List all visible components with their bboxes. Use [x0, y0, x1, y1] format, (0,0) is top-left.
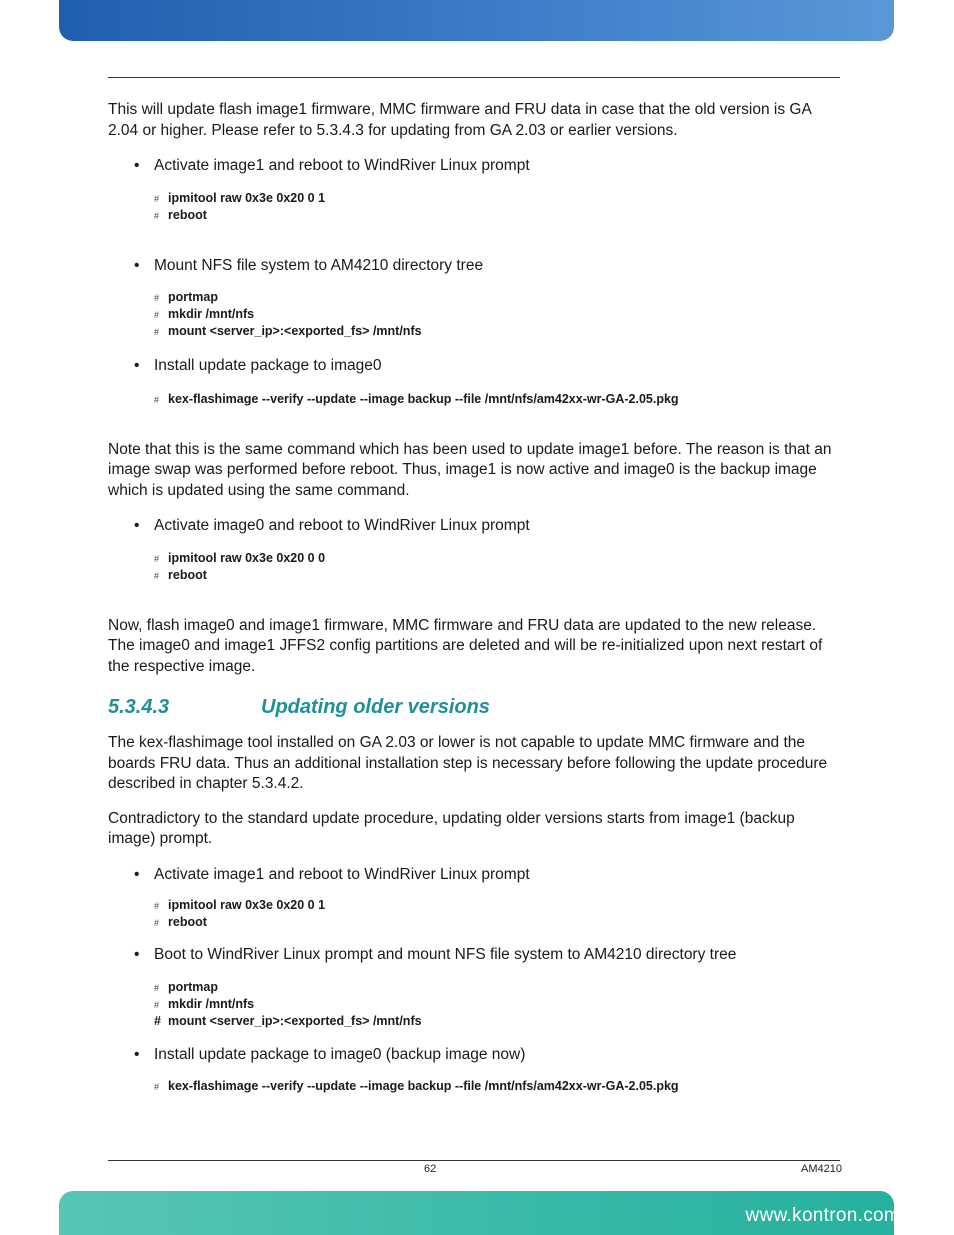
bullet-icon: •: [134, 517, 140, 534]
code-line: # mkdir /mnt/nfs: [154, 996, 255, 1011]
bullet-icon: •: [134, 946, 140, 963]
bullet-icon: •: [134, 1045, 140, 1063]
prompt-symbol: #: [154, 982, 160, 993]
code-line: # mount <server_ip>:<exported_fs> /mnt/nfs: [154, 324, 422, 338]
intro-paragraph: This will update flash image1 firmware, MMC firmware and FRU data in case that the old version is GA 2.04 or higher. Please refer to 5.3.4.3 for updating from GA 2.03 or earlier versions.: [108, 101, 811, 139]
bullet-item: [108, 945, 840, 966]
code-block: [108, 550, 840, 584]
bullet-text: Install update package to image0: [154, 357, 382, 374]
document-body: [108, 100, 840, 1095]
bullet-item: [108, 516, 840, 537]
code-line: # ipmitool raw 0x3e 0x20 0 0: [154, 550, 326, 565]
prompt-symbol: #: [154, 1082, 160, 1092]
section-heading: [108, 695, 840, 719]
bullet-text: Activate image1 and reboot to WindRiver Linux prompt: [154, 865, 530, 883]
code-block: [108, 897, 840, 931]
code-line: # kex-flashimage --verify --update --image backup --file /mnt/nfs/am42xx-wr-GA-2.05.pkg: [154, 1079, 679, 1093]
code-line: # portmap: [154, 290, 218, 304]
bullet-text: Activate image1 and reboot to WindRiver Linux prompt: [154, 157, 530, 174]
section-paragraph: Contradictory to the standard update procedure, updating older versions starts from image1 (backup image) prompt.: [108, 809, 795, 847]
section-title: Updating older versions: [261, 696, 490, 718]
bullet-item: [108, 256, 840, 277]
result-paragraph: Now, flash image0 and image1 firmware, MMC firmware and FRU data are updated to the new release. The image0 and image1 JFFS2 config partitions are deleted and will be re-initialized upon next restart of the respective image.: [108, 616, 823, 675]
code-block: [108, 1078, 840, 1095]
code-line: # reboot: [154, 207, 207, 222]
prompt-symbol: #: [154, 918, 160, 928]
note-paragraph: Note that this is the same command which has been used to update image1 before. The reason is that an image swap was performed before reboot. Thus, image1 is now active and image0 is the backup image which is updated using the same command.: [108, 440, 832, 499]
code-line: # kex-flashimage --verify --update --image backup --file /mnt/nfs/am42xx-wr-GA-2.05.pkg: [154, 391, 679, 406]
prompt-symbol: #: [154, 1013, 161, 1028]
prompt-symbol: #: [154, 394, 160, 405]
bullet-item: [108, 156, 840, 177]
website-link[interactable]: www.kontron.com: [745, 1205, 900, 1226]
code-line: # reboot: [154, 567, 207, 582]
bullet-text: Mount NFS file system to AM4210 directory tree: [154, 256, 484, 274]
section-paragraph: The kex-flashimage tool installed on GA 2.03 or lower is not capable to update MMC firmware and the boards FRU data. Thus an additional installation step is necessary before following the update procedure described in chapter 5.3.4.2.: [108, 734, 828, 792]
code-block: [108, 979, 840, 1029]
header-rule: [108, 77, 840, 78]
code-block: [108, 391, 840, 408]
footer-rule: [108, 1160, 840, 1161]
bullet-item: [108, 865, 840, 886]
bullet-icon: •: [134, 256, 140, 274]
product-name: AM4210: [801, 1163, 842, 1175]
code-line: # ipmitool raw 0x3e 0x20 0 1: [154, 898, 326, 912]
prompt-symbol: #: [154, 310, 160, 320]
prompt-symbol: #: [154, 901, 160, 911]
section-number: 5.3.4.3: [108, 696, 170, 718]
code-line: # portmap: [154, 979, 218, 994]
bullet-icon: •: [134, 865, 140, 883]
bullet-text: Install update package to image0 (backup image now): [154, 1045, 526, 1063]
code-block: [108, 289, 840, 340]
code-line: # reboot: [154, 915, 207, 929]
code-line: # mount <server_ip>:<exported_fs> /mnt/nfs: [154, 1013, 422, 1028]
bullet-item: [108, 356, 840, 377]
header-band: [59, 0, 894, 41]
code-block: [108, 190, 840, 224]
prompt-symbol: #: [154, 293, 160, 303]
bullet-text: Activate image0 and reboot to WindRiver Linux prompt: [154, 517, 530, 534]
prompt-symbol: #: [154, 210, 160, 221]
bullet-item: [108, 1045, 840, 1066]
code-line: # mkdir /mnt/nfs: [154, 307, 255, 321]
prompt-symbol: #: [154, 553, 160, 564]
prompt-symbol: #: [154, 327, 160, 337]
code-line: # ipmitool raw 0x3e 0x20 0 1: [154, 190, 326, 205]
prompt-symbol: #: [154, 999, 160, 1010]
bullet-text: Boot to WindRiver Linux prompt and mount NFS file system to AM4210 directory tree: [154, 946, 737, 963]
bullet-icon: •: [134, 157, 140, 174]
prompt-symbol: #: [154, 570, 160, 581]
prompt-symbol: #: [154, 193, 160, 204]
bullet-icon: •: [134, 357, 140, 374]
page-number: 62: [424, 1163, 437, 1175]
